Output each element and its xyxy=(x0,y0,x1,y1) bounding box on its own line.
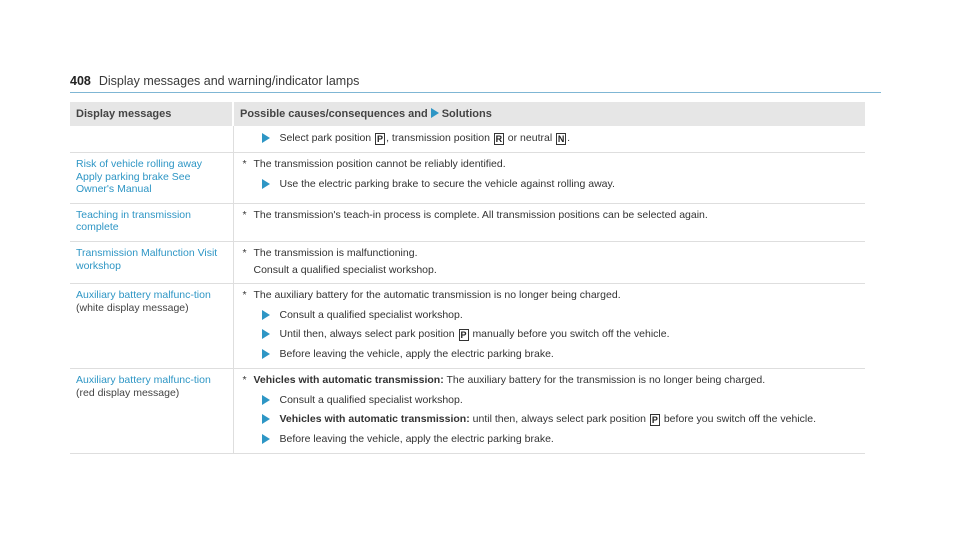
cause-text: * The auxiliary battery for the automatic transmission is no longer being charged. xyxy=(242,289,621,302)
asterisk-icon: * xyxy=(242,208,247,221)
message-cell xyxy=(70,153,233,204)
column-header-display-messages: Display messages xyxy=(70,102,233,126)
message-cell xyxy=(70,203,233,241)
solution-cell xyxy=(233,241,865,283)
message-cell xyxy=(70,284,233,369)
messages-table xyxy=(70,102,865,454)
solution-step: Consult a qualified specialist workshop. xyxy=(240,394,860,407)
solution-arrow-icon xyxy=(262,310,270,320)
solution-arrow-icon xyxy=(431,108,439,118)
header-solutions-label: Solutions xyxy=(441,108,492,120)
display-message: Risk of vehicle rolling away Apply parking brake See Owner's Manual xyxy=(76,158,203,196)
message-cell xyxy=(70,368,233,453)
solution-arrow-icon xyxy=(262,329,270,339)
display-message: Auxiliary battery malfunc-tion xyxy=(76,373,211,386)
display-message: Teaching in transmission complete xyxy=(76,208,191,234)
solution-cell xyxy=(233,153,865,204)
solution-arrow-icon xyxy=(262,179,270,189)
asterisk-icon: * xyxy=(242,373,247,386)
gear-r-icon: R xyxy=(495,134,503,144)
solution-step: Use the electric parking brake to secure the vehicle against rolling away. xyxy=(240,178,860,191)
table-header-row xyxy=(70,102,865,126)
asterisk-icon: * xyxy=(242,289,247,302)
page-number: 408 xyxy=(70,74,91,88)
solution-step: Consult a qualified specialist workshop. xyxy=(240,309,860,322)
solution-cell xyxy=(233,368,865,453)
solution-cell xyxy=(233,284,865,369)
cause-text: * The transmission is malfunctioning. xyxy=(242,246,418,259)
solution-step: Select park position P , transmission position R or neutral N . xyxy=(240,132,860,145)
table-row xyxy=(70,284,865,369)
asterisk-icon: * xyxy=(242,158,247,170)
solution-step: Until then, always select park position P manually before you switch off the vehicle. xyxy=(240,328,860,341)
table-row xyxy=(70,153,865,204)
gear-p-icon: P xyxy=(460,330,467,341)
solution-cell xyxy=(233,203,865,241)
cause-text: * The transmission's teach-in process is complete. All transmission positions can be selected again. xyxy=(242,208,708,221)
table-row xyxy=(70,203,865,241)
solution-step: Before leaving the vehicle, apply the electric parking brake. xyxy=(240,433,860,446)
message-cell xyxy=(70,126,233,153)
gear-p-icon: P xyxy=(651,415,658,426)
message-note: (red display message) xyxy=(76,386,180,399)
table-row xyxy=(70,126,865,153)
solution-arrow-icon xyxy=(262,414,270,424)
cause-text: * Vehicles with automatic transmission: The auxiliary battery for the transmission is no longer being charged. xyxy=(242,373,766,386)
message-cell xyxy=(70,241,233,283)
solution-arrow-icon xyxy=(262,133,270,143)
message-note: (white display message) xyxy=(76,301,189,314)
table-row xyxy=(70,368,865,453)
display-message: Auxiliary battery malfunc-tion xyxy=(76,289,211,302)
display-message: Transmission Malfunction Visit workshop xyxy=(76,246,218,272)
column-header-causes-solutions xyxy=(233,102,865,126)
page-title: Display messages and warning/indicator lamps xyxy=(98,74,360,88)
solution-cell xyxy=(233,126,865,153)
table-row xyxy=(70,241,865,283)
header-causes-label: Possible causes/consequences and xyxy=(240,108,428,120)
solution-arrow-icon xyxy=(262,349,270,359)
solution-step: Vehicles with automatic transmission: until then, always select park position P before you switch off the vehicle. xyxy=(240,413,860,426)
page-header xyxy=(70,74,881,93)
asterisk-icon: * xyxy=(242,246,247,259)
solution-arrow-icon xyxy=(262,395,270,405)
cause-text: * The transmission position cannot be reliably identified. xyxy=(242,158,506,170)
gear-n-icon: N xyxy=(557,134,565,144)
solution-arrow-icon xyxy=(262,434,270,444)
solution-step: Before leaving the vehicle, apply the electric parking brake. xyxy=(240,348,860,361)
gear-p-icon: P xyxy=(377,134,384,144)
advice-text: Consult a qualified specialist workshop. xyxy=(253,263,437,276)
